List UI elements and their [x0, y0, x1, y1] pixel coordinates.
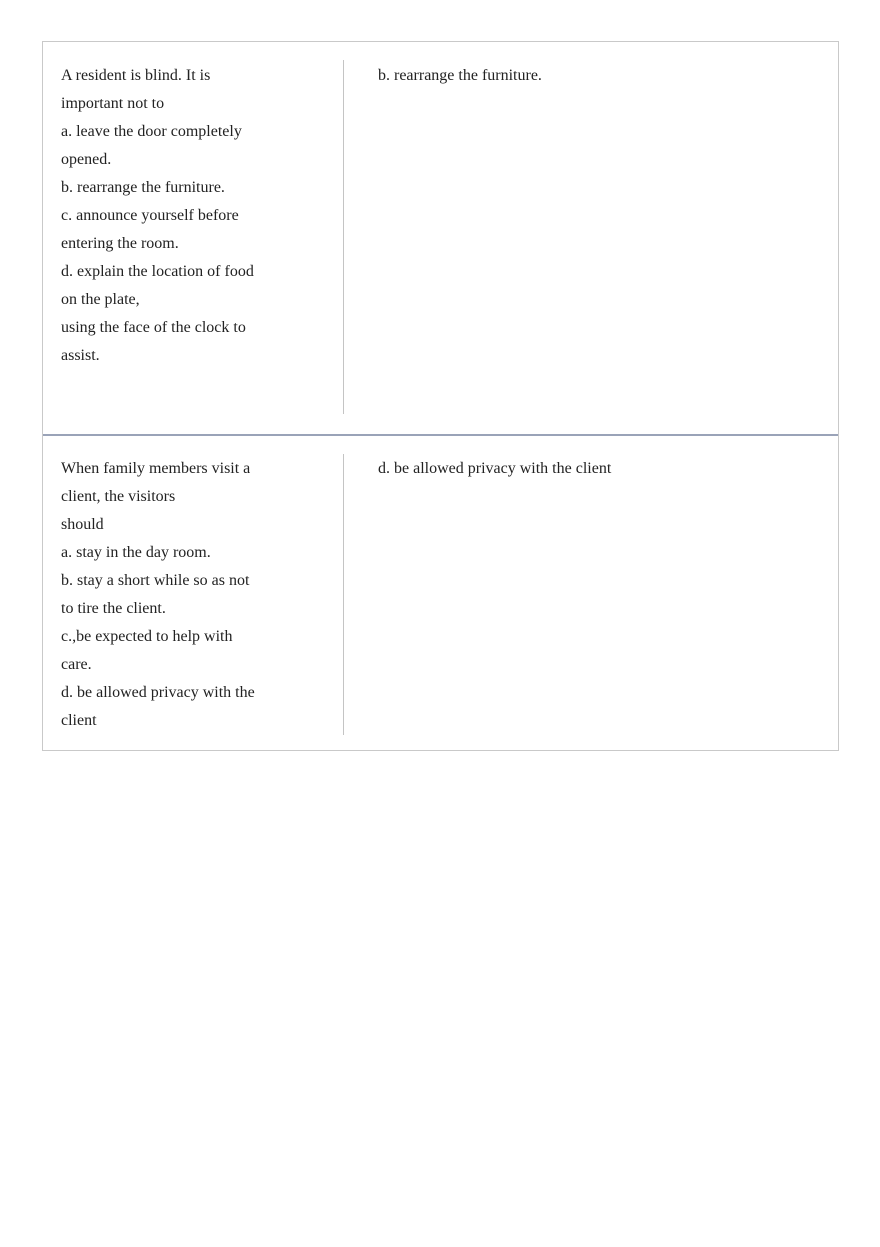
question-line: When family members visit a	[61, 460, 251, 477]
option-line: opened.	[61, 151, 112, 168]
option-line: entering the room.	[61, 235, 179, 252]
option-line: d. be allowed privacy with the	[61, 684, 255, 701]
option-line: c. announce yourself before	[61, 207, 239, 224]
flashcard	[43, 42, 838, 434]
flashcard	[43, 434, 838, 750]
question-text	[61, 62, 291, 370]
option-line: a. stay in the day room.	[61, 544, 211, 561]
flashcard-table	[42, 41, 839, 751]
option-line: d. explain the location of food	[61, 263, 254, 280]
question-line: should	[61, 516, 104, 533]
question-line: A resident is blind. It is	[61, 67, 211, 84]
option-line: a. leave the door completely	[61, 123, 242, 140]
column-divider	[343, 60, 344, 414]
option-line: client	[61, 712, 97, 729]
question-line: important not to	[61, 95, 165, 112]
answer-text: d. be allowed privacy with the client	[378, 460, 612, 477]
column-divider	[343, 454, 344, 735]
option-line: on the plate,	[61, 291, 140, 308]
option-line: b. stay a short while so as not	[61, 572, 250, 589]
option-line: care.	[61, 656, 92, 673]
option-line: using the face of the clock to	[61, 319, 246, 336]
option-line: to tire the client.	[61, 600, 166, 617]
option-line: b. rearrange the furniture.	[61, 179, 225, 196]
answer-text: b. rearrange the furniture.	[378, 67, 542, 84]
question-text	[61, 455, 291, 735]
option-line: c.,be expected to help with	[61, 628, 233, 645]
option-line: assist.	[61, 347, 100, 364]
question-line: client, the visitors	[61, 488, 176, 505]
